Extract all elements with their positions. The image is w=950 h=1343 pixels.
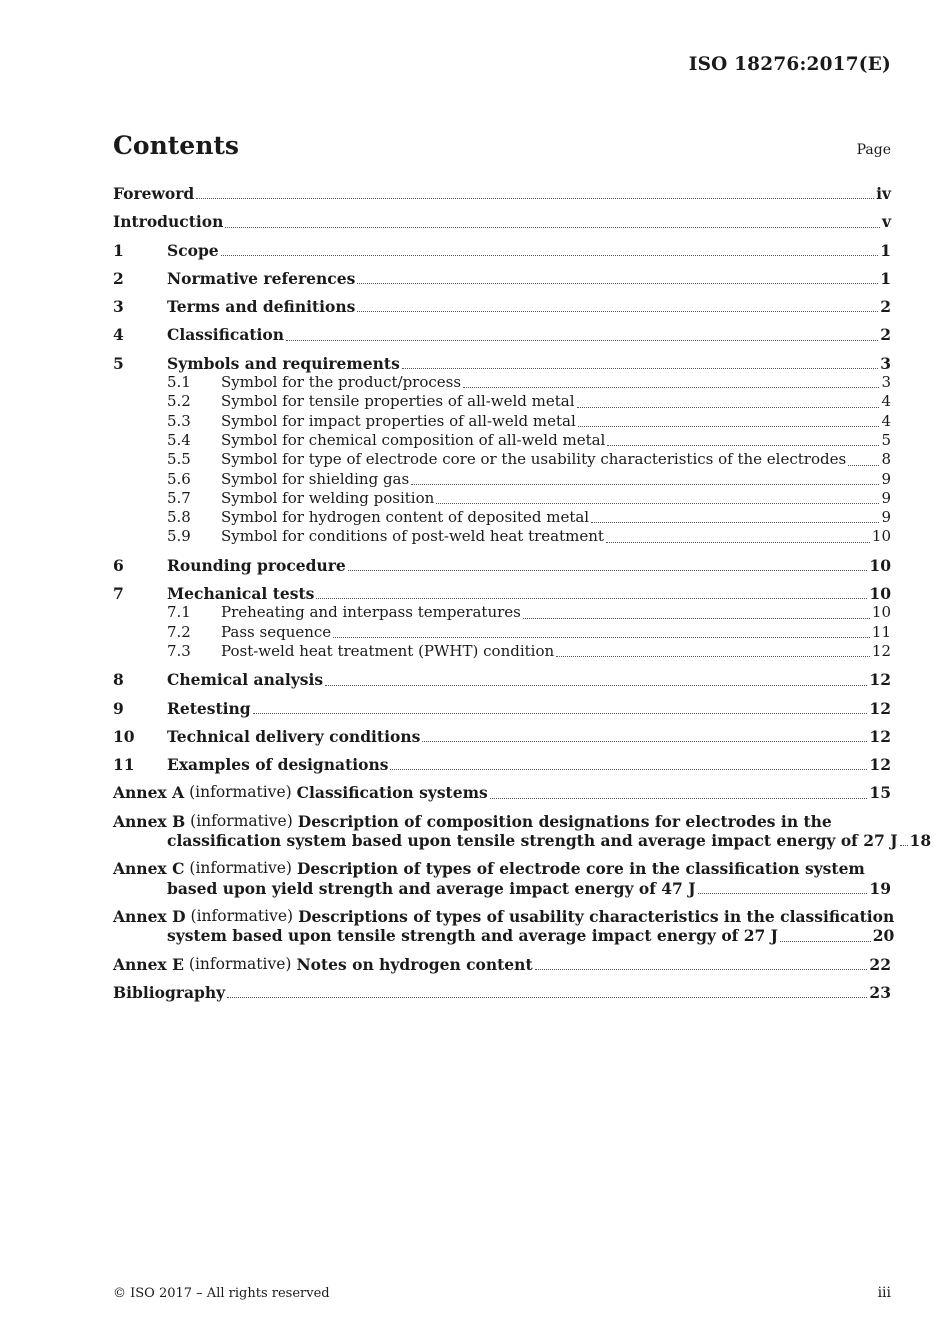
- annex-text: [113, 783, 891, 802]
- toc-entry-number: 5.4: [167, 430, 191, 449]
- table-of-contents: [113, 184, 932, 1002]
- toc-entry[interactable]: [113, 212, 891, 231]
- dot-leader: [333, 637, 870, 638]
- dot-leader: [357, 311, 878, 312]
- toc-annex-entry[interactable]: [113, 783, 891, 802]
- dot-leader: [606, 542, 870, 543]
- toc-entry-label[interactable]: Chemical analysis: [167, 670, 324, 690]
- toc-entry-page: 9: [881, 488, 891, 507]
- toc-entry-page: 19: [869, 878, 891, 898]
- toc-entry-label[interactable]: Symbol for conditions of post-weld heat treatment: [221, 527, 604, 546]
- dot-leader: [227, 997, 867, 998]
- toc-entry[interactable]: [113, 373, 891, 392]
- dot-leader: [196, 198, 874, 199]
- toc-entry-page: 12: [869, 698, 891, 718]
- dot-leader: [900, 845, 908, 846]
- annex-line-1: [113, 812, 931, 831]
- toc-entry-page: 20: [872, 926, 895, 946]
- toc-entry-number: 6: [113, 555, 124, 575]
- toc-entry-number: 4: [113, 325, 124, 345]
- toc-entry-label[interactable]: Introduction: [113, 212, 224, 232]
- toc-entry-page: 3: [881, 373, 891, 392]
- toc-entry-page: 2: [880, 325, 891, 345]
- toc-entry-page: 22: [869, 954, 891, 974]
- toc-entry-number: 5.8: [167, 508, 191, 527]
- dot-leader: [607, 445, 879, 446]
- toc-entry[interactable]: [113, 556, 891, 575]
- toc-entry[interactable]: [113, 642, 891, 661]
- annex-title[interactable]: Description of composition designations for electrodes in the: [297, 811, 832, 831]
- dot-leader: [577, 407, 880, 408]
- annex-informative: (informative): [189, 859, 292, 878]
- toc-entry-page: 5: [881, 430, 891, 449]
- toc-entry-page: 10: [871, 527, 891, 546]
- toc-entry-page: 8: [881, 450, 891, 469]
- annex-text: [113, 907, 894, 946]
- annex-line-1: [113, 955, 891, 974]
- toc-entry-number: 7.1: [167, 603, 191, 622]
- annex-text: [113, 955, 891, 974]
- toc-entry-number: 5.7: [167, 488, 191, 507]
- toc-entry-page: 11: [871, 622, 891, 641]
- dot-leader: [780, 941, 871, 942]
- toc-entry-label[interactable]: Foreword: [113, 184, 195, 203]
- footer-page-number: iii: [877, 1285, 891, 1301]
- toc-entry[interactable]: [113, 412, 891, 431]
- toc-entry[interactable]: [113, 699, 891, 718]
- dot-leader: [357, 283, 878, 284]
- dot-leader: [436, 503, 879, 504]
- toc-entry-number: 9: [113, 698, 124, 718]
- toc-entry-label[interactable]: Mechanical tests: [167, 584, 315, 604]
- toc-entry-label[interactable]: Symbols and requirements: [167, 353, 400, 373]
- toc-entry-label[interactable]: Post-weld heat treatment (PWHT) condition: [221, 641, 555, 660]
- toc-entry-number: 8: [113, 670, 124, 690]
- toc-annex-entry[interactable]: [113, 955, 891, 974]
- toc-entry-page: 4: [881, 392, 891, 411]
- dot-leader: [591, 522, 879, 523]
- toc-entry-label[interactable]: Preheating and interpass temperatures: [221, 603, 521, 622]
- toc-entry-page: 18: [909, 831, 932, 851]
- dot-leader: [225, 227, 880, 228]
- annex-title[interactable]: Classification systems: [296, 783, 488, 803]
- toc-entry-page: 1: [880, 240, 891, 260]
- toc-entry-number: 5.2: [167, 392, 191, 411]
- dot-leader: [490, 798, 868, 799]
- toc-entry-page: 10: [869, 555, 891, 575]
- toc-entry-label[interactable]: Symbol for tensile properties of all-weld metal: [221, 392, 575, 411]
- dot-leader: [221, 255, 879, 256]
- toc-entry-number: 7.2: [167, 622, 191, 641]
- toc-entry-page: v: [881, 212, 891, 232]
- toc-entry-label[interactable]: Scope: [167, 240, 219, 260]
- toc-entry-label[interactable]: Symbol for impact properties of all-weld metal: [221, 411, 576, 430]
- toc-entry[interactable]: [113, 450, 891, 469]
- annex-line-1: [113, 783, 891, 802]
- toc-entry-number: 5.9: [167, 527, 191, 546]
- annex-line-2: [113, 879, 891, 898]
- toc-entry[interactable]: [113, 325, 891, 344]
- annex-text: [113, 812, 931, 851]
- toc-entry[interactable]: [113, 755, 891, 774]
- toc-entry-number: 11: [113, 755, 135, 775]
- toc-entry[interactable]: [113, 623, 891, 642]
- annex-title[interactable]: Notes on hydrogen content: [296, 954, 533, 974]
- toc-entry[interactable]: [113, 603, 891, 622]
- toc-entry[interactable]: [113, 431, 891, 450]
- toc-entry-page: iv: [876, 184, 891, 203]
- dot-leader: [535, 969, 868, 970]
- toc-entry-label[interactable]: Symbol for the product/process: [221, 373, 462, 392]
- toc-entry-number: 7.3: [167, 641, 191, 660]
- annex-heading[interactable]: Annex A: [113, 783, 185, 803]
- toc-entry-label[interactable]: Terms and definitions: [167, 297, 356, 317]
- dot-leader: [463, 387, 879, 388]
- annex-heading[interactable]: Annex C: [113, 859, 185, 879]
- toc-entry-page: 4: [881, 411, 891, 430]
- toc-entry-page: 12: [869, 670, 891, 690]
- toc-entry-label[interactable]: Technical delivery conditions: [167, 726, 421, 746]
- toc-entry-number: 10: [113, 726, 135, 746]
- toc-entry-label[interactable]: Rounding procedure: [167, 555, 346, 575]
- toc-entry-page: 1: [880, 268, 891, 288]
- page-column-label: Page: [856, 142, 891, 158]
- toc-entry-page: 10: [869, 584, 891, 604]
- dot-leader: [578, 426, 880, 427]
- annex-title-continued[interactable]: classification system based upon tensile strength and average impact energy of 27 J: [167, 831, 898, 851]
- annex-line-2: [113, 926, 894, 945]
- toc-entry-label[interactable]: Symbol for chemical composition of all-weld metal: [221, 430, 606, 449]
- annex-title[interactable]: Descriptions of types of usability characteristics in the classification: [298, 906, 895, 926]
- toc-entry-label[interactable]: Symbol for welding position: [221, 488, 435, 507]
- toc-entry-page: 10: [871, 603, 891, 622]
- document-id: ISO 18276:2017(E): [688, 54, 891, 75]
- toc-entry-label[interactable]: Examples of designations: [167, 755, 389, 775]
- dot-leader: [848, 465, 879, 466]
- dot-leader: [348, 570, 868, 571]
- toc-bibliography[interactable]: [113, 983, 891, 1002]
- toc-entry-number: 7: [113, 584, 124, 604]
- toc-entry-number: 1: [113, 240, 124, 260]
- annex-heading[interactable]: Annex B: [113, 811, 186, 831]
- toc-entry-number: 5.3: [167, 411, 191, 430]
- toc-entry-number: 2: [113, 268, 124, 288]
- dot-leader: [390, 769, 867, 770]
- toc-annex-entry[interactable]: [113, 859, 891, 898]
- toc-entry-page: 12: [869, 726, 891, 746]
- dot-leader: [253, 713, 868, 714]
- annex-line-1: [113, 907, 894, 926]
- toc-entry-page: 12: [871, 641, 891, 660]
- toc-entry[interactable]: [113, 489, 891, 508]
- dot-leader: [325, 685, 867, 686]
- toc-entry[interactable]: [113, 584, 891, 603]
- annex-line-2: [113, 831, 931, 850]
- toc-entry-number: 5: [113, 353, 124, 373]
- toc-entry[interactable]: [113, 727, 891, 746]
- toc-entry[interactable]: [113, 670, 891, 689]
- annex-heading[interactable]: Annex E: [113, 954, 184, 974]
- toc-entry-label[interactable]: Normative references: [167, 268, 356, 288]
- annex-title[interactable]: Description of types of electrode core in the classification system: [296, 859, 865, 879]
- copyright-notice: © ISO 2017 – All rights reserved: [113, 1286, 330, 1301]
- toc-entry-page: 2: [880, 297, 891, 317]
- toc-entry-number: 3: [113, 297, 124, 317]
- toc-annex-entry[interactable]: [113, 906, 895, 946]
- toc-entry[interactable]: [113, 470, 891, 489]
- annex-title-continued[interactable]: system based upon tensile strength and average impact energy of 27 J: [167, 926, 779, 946]
- toc-entry-number: 5.1: [167, 373, 191, 392]
- toc-entry-number: 5.6: [167, 469, 191, 488]
- dot-leader: [422, 741, 867, 742]
- toc-entry[interactable]: [113, 297, 891, 316]
- annex-informative: (informative): [188, 954, 292, 973]
- annex-heading[interactable]: Annex D: [113, 906, 186, 926]
- toc-entry[interactable]: [113, 354, 891, 373]
- dot-leader: [411, 484, 879, 485]
- toc-entry-page: 3: [880, 353, 891, 373]
- toc-entry-page: 23: [869, 982, 891, 1002]
- toc-entry[interactable]: [113, 508, 891, 527]
- toc-entry-label[interactable]: Pass sequence: [221, 622, 332, 641]
- toc-entry-label[interactable]: Symbol for shielding gas: [221, 469, 410, 488]
- dot-leader: [402, 368, 878, 369]
- toc-entry-page: 15: [869, 783, 891, 803]
- toc-entry-page: 9: [881, 469, 891, 488]
- annex-informative: (informative): [190, 811, 293, 830]
- toc-entry[interactable]: [113, 527, 891, 546]
- toc-entry[interactable]: [113, 269, 891, 288]
- toc-entry-label[interactable]: Retesting: [167, 698, 251, 718]
- dot-leader: [698, 893, 868, 894]
- annex-text: [113, 859, 891, 898]
- toc-entry[interactable]: [113, 241, 891, 260]
- toc-entry-label[interactable]: Bibliography: [113, 982, 226, 1002]
- dot-leader: [523, 618, 870, 619]
- dot-leader: [316, 598, 867, 599]
- toc-entry-label[interactable]: Classification: [167, 325, 285, 345]
- toc-entry-number: 5.5: [167, 450, 191, 469]
- annex-line-1: [113, 859, 891, 878]
- toc-entry-label[interactable]: Symbol for hydrogen content of deposited metal: [221, 508, 590, 527]
- toc-entry-page: 12: [869, 755, 891, 775]
- toc-entry-label[interactable]: Symbol for type of electrode core or the usability characteristics of the electrodes: [221, 450, 847, 469]
- annex-title-continued[interactable]: based upon yield strength and average impact energy of 47 J: [167, 878, 696, 898]
- toc-annex-entry[interactable]: [113, 811, 932, 851]
- toc-entry-page: 9: [881, 508, 891, 527]
- toc-entry[interactable]: [113, 184, 891, 203]
- dot-leader: [556, 656, 870, 657]
- annex-informative: (informative): [189, 783, 292, 802]
- annex-informative: (informative): [190, 906, 294, 925]
- toc-entry[interactable]: [113, 392, 891, 411]
- dot-leader: [286, 340, 878, 341]
- page-title: Contents: [113, 131, 240, 160]
